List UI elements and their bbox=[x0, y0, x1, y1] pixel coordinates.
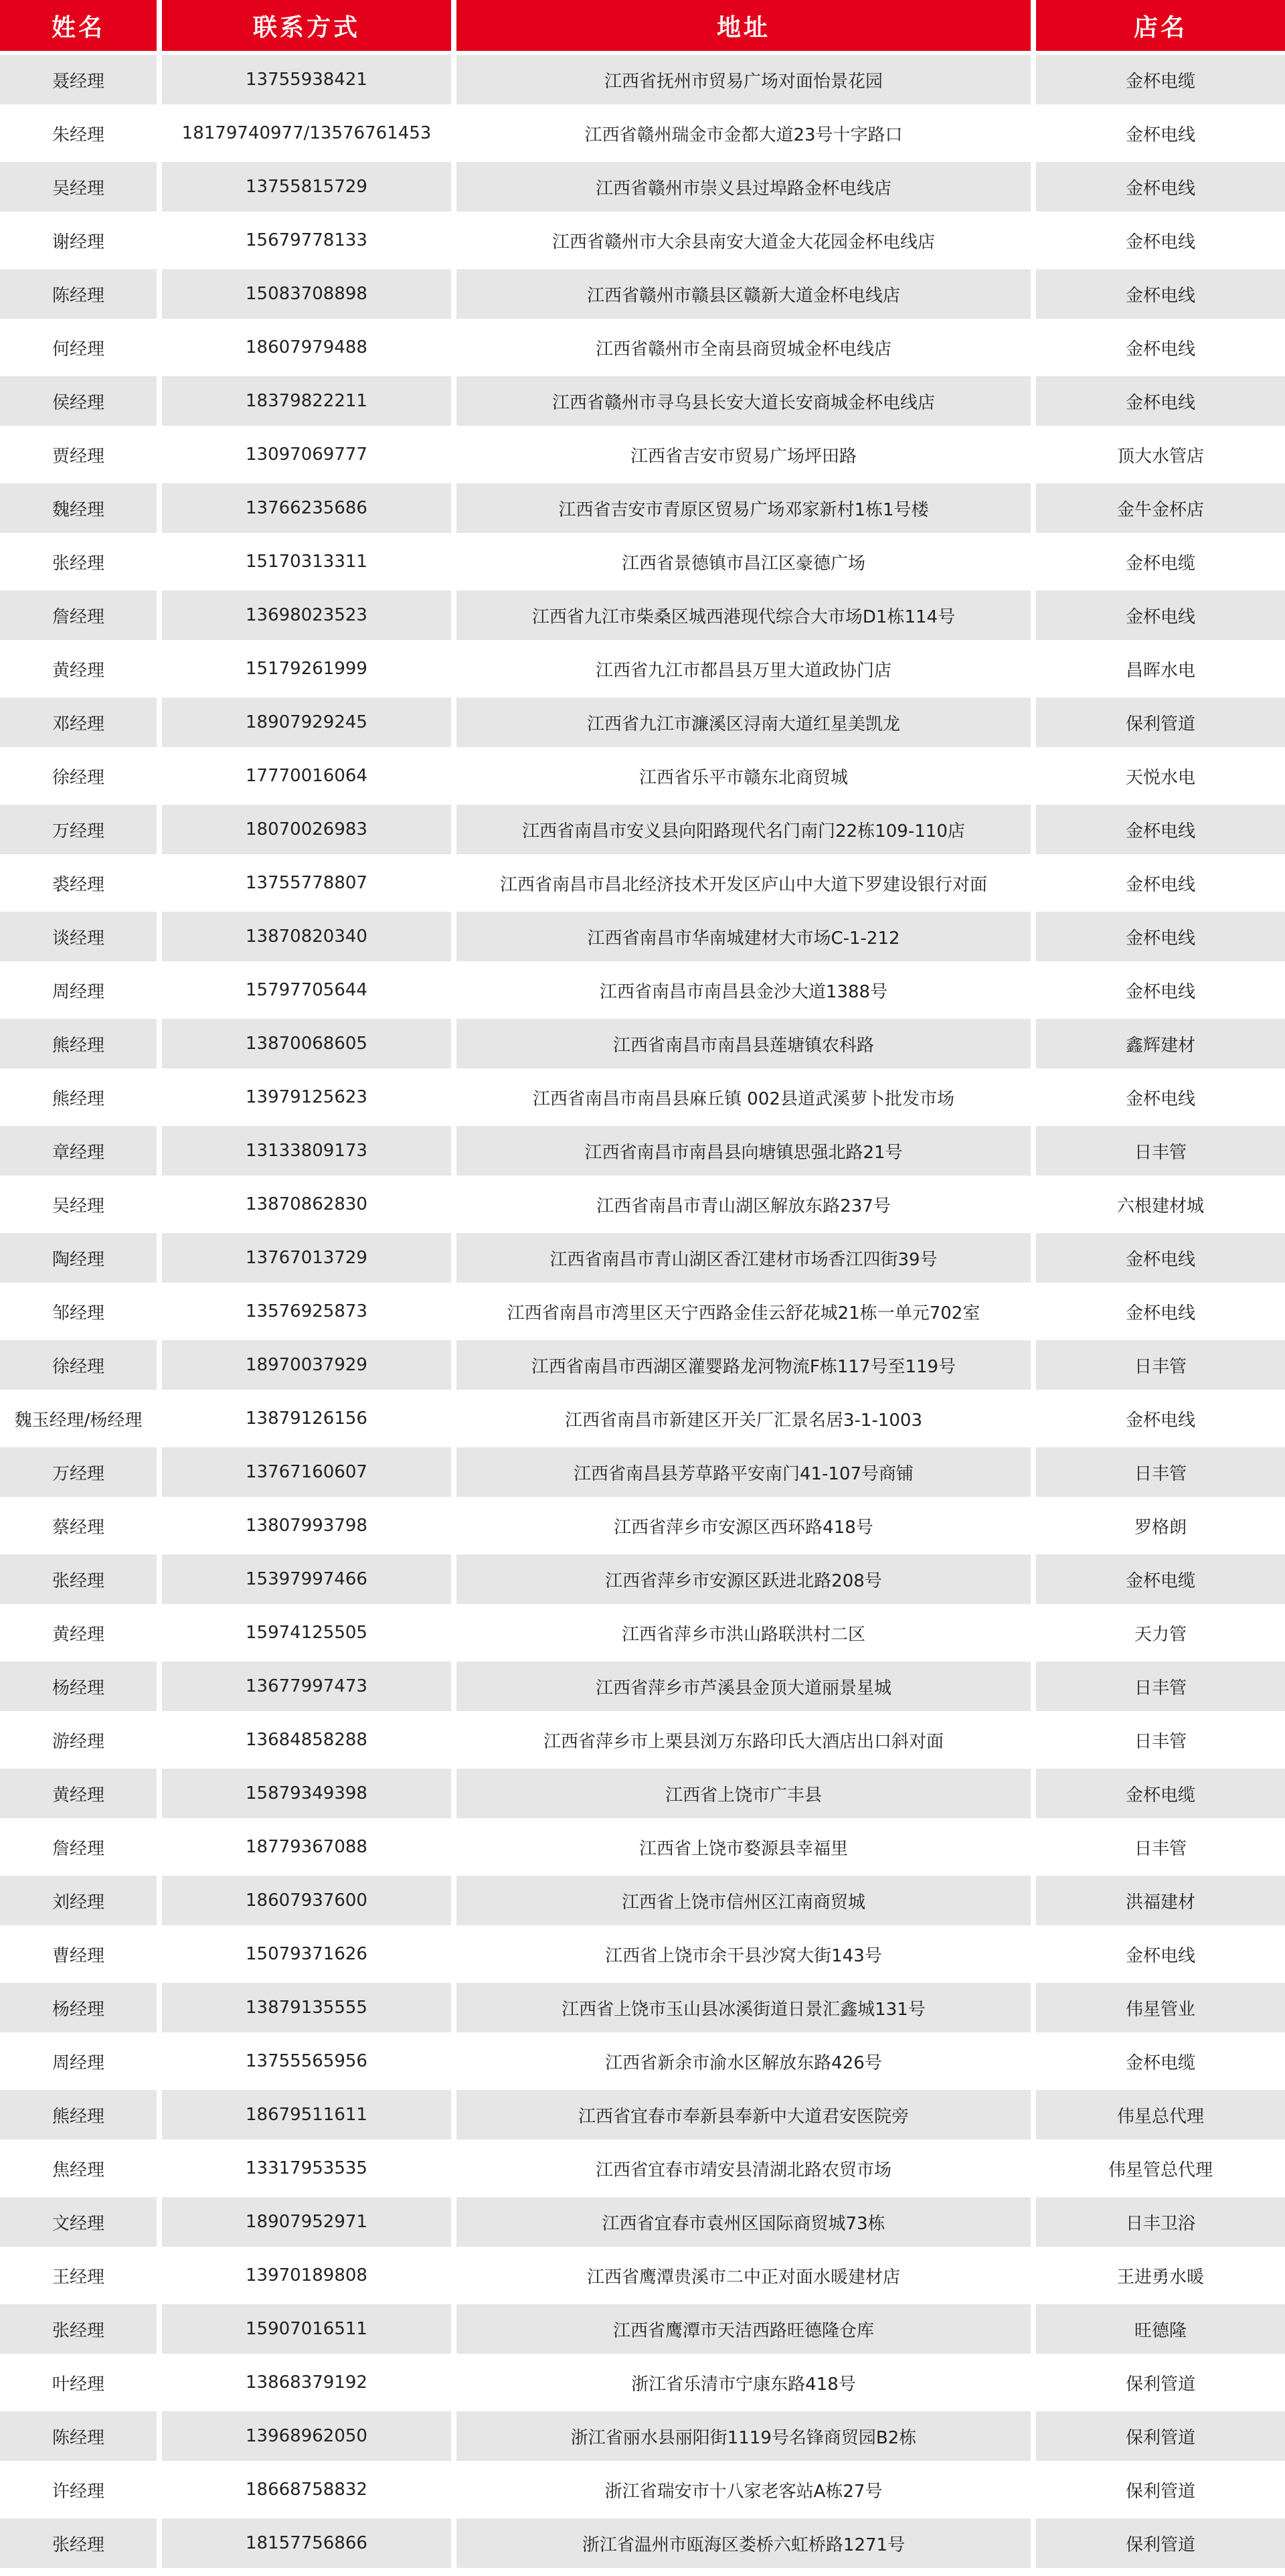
cell-shop: 伟星总代理 bbox=[1036, 2090, 1285, 2140]
cell-phone: 15079371626 bbox=[162, 1929, 451, 1979]
cell-address: 江西省南昌市华南城建材大市场C-1-212 bbox=[456, 912, 1031, 961]
cell-address: 江西省新余市渝水区解放东路426号 bbox=[456, 2036, 1031, 2086]
cell-shop: 保利管道 bbox=[1036, 2518, 1285, 2568]
cell-phone: 13684858288 bbox=[162, 1715, 451, 1765]
table-row bbox=[0, 1822, 1285, 1876]
cell-phone: 18679511611 bbox=[162, 2090, 451, 2140]
header-address: 地址 bbox=[456, 0, 1031, 51]
table-row bbox=[0, 376, 1285, 430]
cell-phone: 15179261999 bbox=[162, 644, 451, 694]
cell-shop: 金杯电线 bbox=[1036, 1394, 1285, 1443]
cell-shop: 金杯电线 bbox=[1036, 323, 1285, 372]
cell-name: 谈经理 bbox=[0, 912, 157, 961]
cell-shop: 六根建材城 bbox=[1036, 1180, 1285, 1229]
cell-phone: 13755938421 bbox=[162, 55, 451, 104]
cell-address: 江西省南昌市南昌县金沙大道1388号 bbox=[456, 965, 1031, 1015]
cell-phone: 13979125623 bbox=[162, 1072, 451, 1122]
cell-name: 杨经理 bbox=[0, 1662, 157, 1711]
table-row bbox=[0, 965, 1285, 1019]
table-row bbox=[0, 2358, 1285, 2411]
cell-shop: 金杯电缆 bbox=[1036, 55, 1285, 104]
cell-name: 詹经理 bbox=[0, 590, 157, 640]
cell-shop: 伟星管总代理 bbox=[1036, 2144, 1285, 2193]
table-row bbox=[0, 1447, 1285, 1501]
table-row bbox=[0, 430, 1285, 483]
cell-name: 许经理 bbox=[0, 2465, 157, 2514]
table-row bbox=[0, 537, 1285, 590]
cell-phone: 13870820340 bbox=[162, 912, 451, 961]
cell-shop: 金杯电线 bbox=[1036, 269, 1285, 319]
cell-name: 裘经理 bbox=[0, 858, 157, 908]
cell-name: 王经理 bbox=[0, 2251, 157, 2300]
cell-phone: 18607979488 bbox=[162, 323, 451, 372]
cell-address: 江西省赣州市全南县商贸城金杯电线店 bbox=[456, 323, 1031, 372]
cell-phone: 15679778133 bbox=[162, 216, 451, 265]
cell-name: 吴经理 bbox=[0, 162, 157, 212]
table-row bbox=[0, 2518, 1285, 2572]
table-row bbox=[0, 1126, 1285, 1180]
table-row bbox=[0, 1662, 1285, 1715]
cell-address: 江西省九江市濂溪区浔南大道红星美凯龙 bbox=[456, 698, 1031, 747]
cell-address: 江西省鹰潭市天洁西路旺德隆仓库 bbox=[456, 2304, 1031, 2354]
cell-phone: 18157756866 bbox=[162, 2518, 451, 2568]
cell-name: 黄经理 bbox=[0, 644, 157, 694]
table-row bbox=[0, 1501, 1285, 1554]
cell-address: 江西省乐平市赣东北商贸城 bbox=[456, 751, 1031, 801]
table-row bbox=[0, 1180, 1285, 1233]
cell-address: 江西省上饶市婺源县幸福里 bbox=[456, 1822, 1031, 1872]
cell-shop: 保利管道 bbox=[1036, 2465, 1285, 2514]
cell-name: 聂经理 bbox=[0, 55, 157, 104]
cell-shop: 金杯电线 bbox=[1036, 1233, 1285, 1283]
table-row bbox=[0, 858, 1285, 912]
cell-phone: 13317953535 bbox=[162, 2144, 451, 2193]
cell-name: 谢经理 bbox=[0, 216, 157, 265]
cell-address: 江西省上饶市玉山县冰溪街道日景汇鑫城131号 bbox=[456, 1983, 1031, 2032]
cell-shop: 王进勇水暖 bbox=[1036, 2251, 1285, 2300]
cell-address: 浙江省乐清市宁康东路418号 bbox=[456, 2358, 1031, 2407]
cell-name: 蔡经理 bbox=[0, 1501, 157, 1550]
cell-shop: 日丰管 bbox=[1036, 1340, 1285, 1390]
cell-address: 浙江省温州市瓯海区娄桥六虹桥路1271号 bbox=[456, 2518, 1031, 2568]
cell-address: 江西省赣州瑞金市金都大道23号十字路口 bbox=[456, 108, 1031, 158]
cell-phone: 13133809173 bbox=[162, 1126, 451, 1176]
cell-shop: 金杯电线 bbox=[1036, 108, 1285, 158]
table-row bbox=[0, 2251, 1285, 2304]
cell-name: 游经理 bbox=[0, 1715, 157, 1765]
cell-shop: 保利管道 bbox=[1036, 698, 1285, 747]
cell-shop: 金杯电线 bbox=[1036, 162, 1285, 212]
cell-shop: 日丰管 bbox=[1036, 1822, 1285, 1872]
cell-phone: 18907952971 bbox=[162, 2197, 451, 2247]
table-row bbox=[0, 323, 1285, 376]
cell-name: 陈经理 bbox=[0, 2411, 157, 2461]
table-body bbox=[0, 55, 1285, 2572]
cell-shop: 金杯电线 bbox=[1036, 1072, 1285, 1122]
cell-phone: 13698023523 bbox=[162, 590, 451, 640]
table-row bbox=[0, 55, 1285, 108]
cell-name: 张经理 bbox=[0, 537, 157, 586]
cell-address: 浙江省丽水县丽阳街1119号名锋商贸园B2栋 bbox=[456, 2411, 1031, 2461]
cell-shop: 鑫辉建材 bbox=[1036, 1019, 1285, 1068]
cell-shop: 金杯电缆 bbox=[1036, 1554, 1285, 1604]
cell-address: 江西省宜春市靖安县清湖北路农贸市场 bbox=[456, 2144, 1031, 2193]
cell-address: 江西省赣州市崇义县过埠路金杯电线店 bbox=[456, 162, 1031, 212]
cell-shop: 金杯电线 bbox=[1036, 858, 1285, 908]
cell-phone: 13870862830 bbox=[162, 1180, 451, 1229]
cell-shop: 昌晖水电 bbox=[1036, 644, 1285, 694]
table-row bbox=[0, 1340, 1285, 1394]
table-row bbox=[0, 1929, 1285, 1983]
cell-name: 黄经理 bbox=[0, 1608, 157, 1658]
cell-phone: 13968962050 bbox=[162, 2411, 451, 2461]
cell-shop: 金牛金杯店 bbox=[1036, 483, 1285, 533]
cell-address: 江西省九江市柴桑区城西港现代综合大市场D1栋114号 bbox=[456, 590, 1031, 640]
cell-address: 江西省鹰潭贵溪市二中正对面水暖建材店 bbox=[456, 2251, 1031, 2300]
cell-phone: 13807993798 bbox=[162, 1501, 451, 1550]
cell-phone: 15397997466 bbox=[162, 1554, 451, 1604]
cell-name: 张经理 bbox=[0, 1554, 157, 1604]
cell-phone: 18607937600 bbox=[162, 1876, 451, 1925]
table-row bbox=[0, 1233, 1285, 1287]
cell-name: 周经理 bbox=[0, 2036, 157, 2086]
cell-phone: 18070026983 bbox=[162, 805, 451, 854]
cell-name: 黄经理 bbox=[0, 1769, 157, 1818]
cell-phone: 13970189808 bbox=[162, 2251, 451, 2300]
cell-shop: 金杯电缆 bbox=[1036, 1769, 1285, 1818]
table-row bbox=[0, 590, 1285, 644]
cell-name: 魏经理 bbox=[0, 483, 157, 533]
cell-name: 刘经理 bbox=[0, 1876, 157, 1925]
cell-address: 江西省南昌市湾里区天宁西路金佳云舒花城21栋一单元702室 bbox=[456, 1287, 1031, 1336]
cell-phone: 13677997473 bbox=[162, 1662, 451, 1711]
cell-address: 江西省南昌市新建区开关厂汇景名居3-1-1003 bbox=[456, 1394, 1031, 1443]
cell-shop: 金杯电线 bbox=[1036, 590, 1285, 640]
table-row bbox=[0, 1876, 1285, 1929]
cell-address: 江西省赣州市大余县南安大道金大花园金杯电线店 bbox=[456, 216, 1031, 265]
cell-name: 何经理 bbox=[0, 323, 157, 372]
cell-address: 江西省上饶市广丰县 bbox=[456, 1769, 1031, 1818]
cell-address: 江西省萍乡市安源区西环路418号 bbox=[456, 1501, 1031, 1550]
cell-address: 江西省南昌市南昌县莲塘镇农科路 bbox=[456, 1019, 1031, 1068]
table-row bbox=[0, 108, 1285, 162]
cell-phone: 13097069777 bbox=[162, 430, 451, 479]
cell-address: 江西省南昌市西湖区灌婴路龙河物流F栋117号至119号 bbox=[456, 1340, 1031, 1390]
cell-phone: 18668758832 bbox=[162, 2465, 451, 2514]
cell-shop: 日丰卫浴 bbox=[1036, 2197, 1285, 2247]
cell-name: 魏玉经理/杨经理 bbox=[0, 1394, 157, 1443]
cell-name: 朱经理 bbox=[0, 108, 157, 158]
cell-address: 江西省上饶市信州区江南商贸城 bbox=[456, 1876, 1031, 1925]
cell-address: 浙江省瑞安市十八家老客站A栋27号 bbox=[456, 2465, 1031, 2514]
table-row bbox=[0, 483, 1285, 537]
table-row bbox=[0, 2411, 1285, 2465]
table-row bbox=[0, 912, 1285, 965]
cell-address: 江西省萍乡市上栗县浏万东路印氏大酒店出口斜对面 bbox=[456, 1715, 1031, 1765]
table-row bbox=[0, 698, 1285, 751]
table-row bbox=[0, 2465, 1285, 2518]
cell-phone: 13755778807 bbox=[162, 858, 451, 908]
cell-phone: 13755565956 bbox=[162, 2036, 451, 2086]
cell-address: 江西省九江市都昌县万里大道政协门店 bbox=[456, 644, 1031, 694]
cell-shop: 日丰管 bbox=[1036, 1662, 1285, 1711]
cell-name: 陈经理 bbox=[0, 269, 157, 319]
cell-address: 江西省南昌市青山湖区香江建材市场香江四街39号 bbox=[456, 1233, 1031, 1283]
cell-shop: 保利管道 bbox=[1036, 2358, 1285, 2407]
cell-address: 江西省南昌市南昌县向塘镇思强北路21号 bbox=[456, 1126, 1031, 1176]
table-row bbox=[0, 1715, 1285, 1769]
table-row bbox=[0, 1983, 1285, 2036]
cell-shop: 金杯电线 bbox=[1036, 1929, 1285, 1979]
cell-name: 张经理 bbox=[0, 2304, 157, 2354]
table-row bbox=[0, 2090, 1285, 2144]
header-contact: 联系方式 bbox=[162, 0, 451, 51]
table-row bbox=[0, 2304, 1285, 2358]
table-row bbox=[0, 2197, 1285, 2251]
table-row bbox=[0, 1769, 1285, 1822]
cell-name: 徐经理 bbox=[0, 751, 157, 801]
cell-name: 邹经理 bbox=[0, 1287, 157, 1336]
cell-name: 邓经理 bbox=[0, 698, 157, 747]
cell-phone: 18970037929 bbox=[162, 1340, 451, 1390]
cell-address: 江西省宜春市奉新县奉新中大道君安医院旁 bbox=[456, 2090, 1031, 2140]
cell-shop: 保利管道 bbox=[1036, 2411, 1285, 2461]
cell-phone: 13767013729 bbox=[162, 1233, 451, 1283]
header-name: 姓名 bbox=[0, 0, 157, 51]
cell-phone: 18379822211 bbox=[162, 376, 451, 426]
cell-phone: 15907016511 bbox=[162, 2304, 451, 2354]
cell-address: 江西省赣州市赣县区赣新大道金杯电线店 bbox=[456, 269, 1031, 319]
cell-name: 文经理 bbox=[0, 2197, 157, 2247]
cell-shop: 金杯电线 bbox=[1036, 376, 1285, 426]
cell-address: 江西省宜春市袁州区国际商贸城73栋 bbox=[456, 2197, 1031, 2247]
table-row bbox=[0, 1287, 1285, 1340]
cell-address: 江西省吉安市贸易广场坪田路 bbox=[456, 430, 1031, 479]
table-row bbox=[0, 644, 1285, 698]
table-row bbox=[0, 2036, 1285, 2090]
cell-name: 熊经理 bbox=[0, 2090, 157, 2140]
cell-phone: 17770016064 bbox=[162, 751, 451, 801]
cell-phone: 13868379192 bbox=[162, 2358, 451, 2407]
cell-shop: 洪福建材 bbox=[1036, 1876, 1285, 1925]
table-row bbox=[0, 1394, 1285, 1447]
cell-shop: 金杯电线 bbox=[1036, 216, 1285, 265]
cell-shop: 金杯电线 bbox=[1036, 965, 1285, 1015]
cell-phone: 15083708898 bbox=[162, 269, 451, 319]
cell-shop: 日丰管 bbox=[1036, 1447, 1285, 1497]
cell-name: 曹经理 bbox=[0, 1929, 157, 1979]
cell-address: 江西省抚州市贸易广场对面怡景花园 bbox=[456, 55, 1031, 104]
cell-address: 江西省萍乡市洪山路联洪村二区 bbox=[456, 1608, 1031, 1658]
table-row bbox=[0, 1608, 1285, 1662]
cell-name: 叶经理 bbox=[0, 2358, 157, 2407]
cell-phone: 13879135555 bbox=[162, 1983, 451, 2032]
cell-address: 江西省南昌市昌北经济技术开发区庐山中大道下罗建设银行对面 bbox=[456, 858, 1031, 908]
cell-shop: 旺德隆 bbox=[1036, 2304, 1285, 2354]
cell-shop: 天悦水电 bbox=[1036, 751, 1285, 801]
cell-shop: 金杯电线 bbox=[1036, 805, 1285, 854]
cell-address: 江西省吉安市青原区贸易广场邓家新村1栋1号楼 bbox=[456, 483, 1031, 533]
cell-name: 万经理 bbox=[0, 805, 157, 854]
table-row bbox=[0, 269, 1285, 323]
cell-phone: 13879126156 bbox=[162, 1394, 451, 1443]
cell-name: 贾经理 bbox=[0, 430, 157, 479]
table-row bbox=[0, 751, 1285, 805]
cell-name: 熊经理 bbox=[0, 1072, 157, 1122]
cell-name: 章经理 bbox=[0, 1126, 157, 1176]
cell-name: 吴经理 bbox=[0, 1180, 157, 1229]
cell-shop: 金杯电缆 bbox=[1036, 537, 1285, 586]
cell-phone: 18179740977/13576761453 bbox=[162, 108, 451, 158]
cell-phone: 18779367088 bbox=[162, 1822, 451, 1872]
cell-phone: 13755815729 bbox=[162, 162, 451, 212]
table-row bbox=[0, 1554, 1285, 1608]
cell-name: 焦经理 bbox=[0, 2144, 157, 2193]
cell-phone: 15797705644 bbox=[162, 965, 451, 1015]
cell-address: 江西省南昌市南昌县麻丘镇 002县道武溪萝卜批发市场 bbox=[456, 1072, 1031, 1122]
table-row bbox=[0, 805, 1285, 858]
cell-name: 徐经理 bbox=[0, 1340, 157, 1390]
table-row bbox=[0, 1019, 1285, 1072]
cell-shop: 金杯电缆 bbox=[1036, 2036, 1285, 2086]
cell-address: 江西省上饶市余干县沙窝大街143号 bbox=[456, 1929, 1031, 1979]
cell-address: 江西省南昌市青山湖区解放东路237号 bbox=[456, 1180, 1031, 1229]
cell-address: 江西省南昌市安义县向阳路现代名门南门22栋109-110店 bbox=[456, 805, 1031, 854]
cell-name: 周经理 bbox=[0, 965, 157, 1015]
cell-phone: 15170313311 bbox=[162, 537, 451, 586]
cell-address: 江西省南昌县芳草路平安南门41-107号商铺 bbox=[456, 1447, 1031, 1497]
cell-phone: 15879349398 bbox=[162, 1769, 451, 1818]
cell-name: 杨经理 bbox=[0, 1983, 157, 2032]
cell-address: 江西省萍乡市安源区跃进北路208号 bbox=[456, 1554, 1031, 1604]
table-row bbox=[0, 162, 1285, 216]
cell-name: 侯经理 bbox=[0, 376, 157, 426]
cell-name: 詹经理 bbox=[0, 1822, 157, 1872]
cell-shop: 罗格朗 bbox=[1036, 1501, 1285, 1550]
cell-shop: 伟星管业 bbox=[1036, 1983, 1285, 2032]
header-shop: 店名 bbox=[1036, 0, 1285, 51]
table-row bbox=[0, 2144, 1285, 2197]
cell-name: 陶经理 bbox=[0, 1233, 157, 1283]
table-row bbox=[0, 1072, 1285, 1126]
cell-shop: 金杯电线 bbox=[1036, 912, 1285, 961]
cell-phone: 13767160607 bbox=[162, 1447, 451, 1497]
table-row bbox=[0, 216, 1285, 269]
cell-name: 万经理 bbox=[0, 1447, 157, 1497]
cell-name: 张经理 bbox=[0, 2518, 157, 2568]
cell-phone: 15974125505 bbox=[162, 1608, 451, 1658]
table-header bbox=[0, 0, 1285, 55]
cell-shop: 天力管 bbox=[1036, 1608, 1285, 1658]
cell-shop: 日丰管 bbox=[1036, 1715, 1285, 1765]
cell-shop: 金杯电线 bbox=[1036, 1287, 1285, 1336]
cell-address: 江西省景德镇市昌江区豪德广场 bbox=[456, 537, 1031, 586]
cell-address: 江西省萍乡市芦溪县金顶大道丽景星城 bbox=[456, 1662, 1031, 1711]
cell-shop: 日丰管 bbox=[1036, 1126, 1285, 1176]
cell-phone: 18907929245 bbox=[162, 698, 451, 747]
cell-phone: 13870068605 bbox=[162, 1019, 451, 1068]
cell-phone: 13766235686 bbox=[162, 483, 451, 533]
cell-address: 江西省赣州市寻乌县长安大道长安商城金杯电线店 bbox=[456, 376, 1031, 426]
cell-phone: 13576925873 bbox=[162, 1287, 451, 1336]
cell-shop: 顶大水管店 bbox=[1036, 430, 1285, 479]
cell-name: 熊经理 bbox=[0, 1019, 157, 1068]
